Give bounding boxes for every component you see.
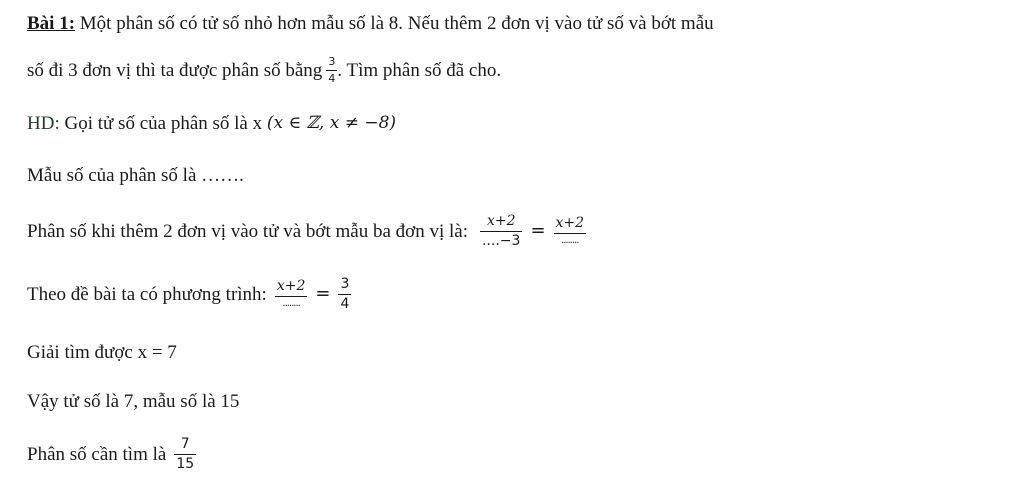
fraction-numerator: 3 — [328, 55, 336, 68]
problem-line-1 — [27, 14, 714, 33]
new-fraction-2-bar — [554, 233, 587, 234]
step-conclude — [27, 392, 239, 411]
answer-fraction — [174, 437, 196, 471]
problem-label: Bài 1: — [27, 13, 76, 34]
answer-numerator: 7 — [180, 436, 190, 452]
problem-fraction — [326, 56, 337, 84]
answer-denominator: 15 — [176, 455, 195, 472]
new-fraction-1 — [480, 214, 522, 248]
step-solve — [27, 343, 177, 362]
equation-rhs-denominator: 4 — [340, 295, 350, 312]
new-fraction-1-numerator: x+2 — [486, 213, 516, 229]
answer-bar — [174, 454, 196, 455]
step-solve-text: Giải tìm được x = 7 — [27, 342, 177, 363]
step-denominator — [27, 166, 244, 185]
equals-sign-2: = — [315, 283, 331, 305]
hint-text: Gọi tử số của phân số là x — [59, 113, 267, 134]
equation-rhs-numerator: 3 — [340, 276, 350, 292]
problem-text-2: số đi 3 đơn vị thì ta được phân số bằng — [27, 59, 323, 81]
hint-line — [27, 114, 396, 133]
step-new-fraction-text: Phân số khi thêm 2 đơn vị vào tử và bớt mẫu ba đơn vị là: — [27, 220, 468, 242]
step-equation-text: Theo đề bài ta có phương trình: — [27, 283, 267, 305]
step-new-fraction — [27, 214, 590, 248]
fraction-bar — [326, 70, 337, 71]
new-fraction-2-numerator: x+2 — [555, 215, 585, 232]
new-fraction-2-denominator: ........ — [561, 234, 579, 246]
equation-fraction-bar — [275, 296, 308, 297]
answer-line — [27, 437, 200, 471]
step-conclude-text: Vậy tử số là 7, mẫu số là 15 — [27, 391, 240, 412]
problem-text-3: . Tìm phân số đã cho. — [337, 59, 502, 81]
new-fraction-2 — [554, 216, 587, 246]
equation-fraction-denominator: ........ — [282, 297, 300, 309]
equals-sign-1: = — [530, 220, 546, 242]
hint-condition: (x ∈ ℤ, x ≠ −8) — [266, 113, 397, 133]
step-equation — [27, 277, 355, 311]
step-denominator-text: Mẫu số của phân số là ……. — [27, 165, 244, 186]
problem-line-2 — [27, 56, 501, 84]
problem-text-1: Một phân số có tử số nhỏ hơn mẫu số là 8. Nếu thêm 2 đơn vị vào tử số và bớt mẫu — [75, 13, 714, 34]
equation-rhs-fraction — [338, 277, 351, 311]
equation-fraction — [275, 279, 308, 309]
new-fraction-1-denominator: ....−3 — [481, 232, 521, 249]
equation-rhs-bar — [338, 294, 351, 295]
hint-label: HD: — [27, 113, 60, 134]
equation-fraction-numerator: x+2 — [276, 278, 306, 295]
new-fraction-1-bar — [480, 231, 522, 232]
answer-text: Phân số cần tìm là — [27, 443, 167, 465]
fraction-denominator: 4 — [328, 71, 336, 85]
